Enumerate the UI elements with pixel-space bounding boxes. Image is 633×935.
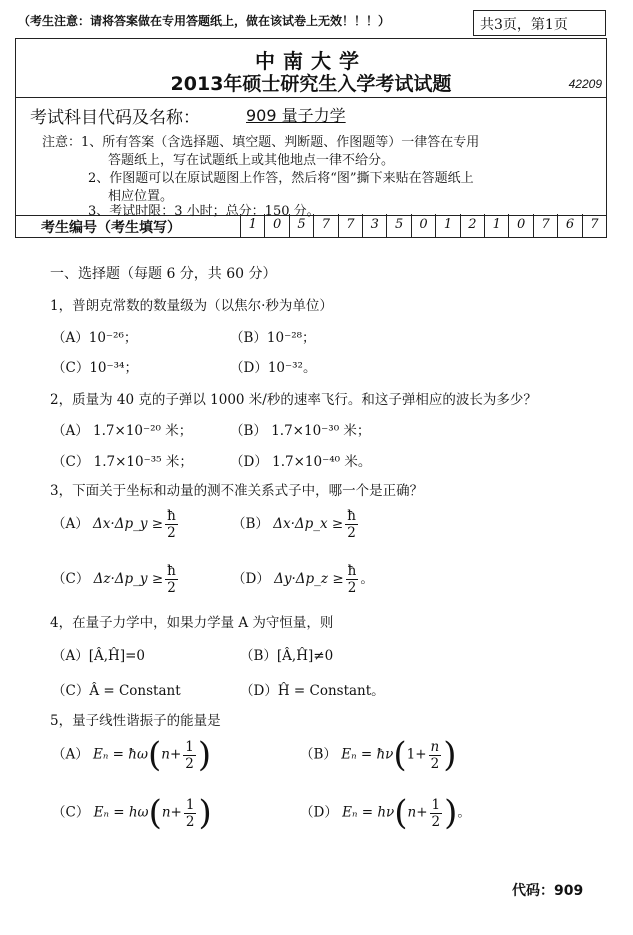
expression: Δx·Δp_x ≥ bbox=[273, 516, 344, 532]
id-digit: 1 bbox=[241, 214, 265, 237]
q4-option-b: （B）[Â,Ĥ]≠0 bbox=[240, 648, 334, 664]
q1-option-c: （C）10⁻³⁴； bbox=[52, 360, 138, 376]
note-line: 2、作图题可以在原试题图上作答，然后将“图”撕下来贴在答题纸上 bbox=[88, 171, 474, 186]
expression: Eₙ = ħω bbox=[93, 746, 148, 763]
n: n bbox=[407, 804, 417, 821]
hbar-over-2 bbox=[165, 508, 178, 541]
q2-option-d: （D） 1.7×10⁻⁴⁰ 米。 bbox=[230, 454, 372, 470]
id-digit: 1 bbox=[436, 214, 460, 237]
expression: Δx·Δp_y ≥ bbox=[93, 516, 164, 532]
hbar-over-2 bbox=[165, 563, 178, 596]
expression: Δy·Δp_z ≥ bbox=[274, 571, 344, 587]
id-digit: 5 bbox=[387, 214, 411, 237]
numerator: n bbox=[430, 738, 440, 755]
option-label: （D） bbox=[300, 804, 338, 821]
expression: Eₙ = hω bbox=[93, 804, 149, 821]
footer-code: 代码：909 bbox=[512, 883, 584, 899]
id-digit: 6 bbox=[558, 214, 582, 237]
numerator: ħ bbox=[167, 563, 176, 579]
q2-option-c: （C） 1.7×10⁻³⁵ 米； bbox=[52, 454, 193, 470]
option-label: （C） bbox=[52, 571, 90, 587]
question-4: 4，在量子力学中，如果力学量 A 为守恒量，则 bbox=[50, 615, 334, 631]
denominator: 2 bbox=[347, 525, 356, 541]
q1-option-b: （B）10⁻²⁸； bbox=[230, 330, 316, 346]
q3-option-a bbox=[52, 508, 180, 541]
id-digit: 7 bbox=[339, 214, 363, 237]
id-digit: 3 bbox=[363, 214, 387, 237]
section-heading: 一、选择题（每题 6 分，共 60 分） bbox=[50, 266, 277, 282]
q3-option-d: （D） Δy·Δp_z ≥ $\frac{ħ}{2}$ 。 bbox=[232, 563, 374, 596]
option-label: （A） bbox=[52, 516, 89, 532]
q5-option-a: （A） Eₙ = ħω(n+ $\frac{1}{2}$ ) bbox=[52, 735, 212, 775]
question-2: 2，质量为 40 克的子弹以 1000 米/秒的速率飞行。和这子弹相应的波长为多少？ bbox=[50, 392, 537, 408]
q3-option-b bbox=[232, 508, 360, 541]
option-label: （C） bbox=[52, 804, 90, 821]
divider bbox=[16, 97, 606, 98]
subject-value: 909 量子力学 bbox=[246, 106, 346, 125]
id-digit: 7 bbox=[590, 217, 599, 232]
denominator: 2 bbox=[167, 525, 176, 541]
denominator: 2 bbox=[167, 580, 176, 596]
fraction bbox=[429, 739, 442, 772]
option-label: （B） bbox=[300, 746, 337, 763]
id-digit: 2 bbox=[461, 214, 485, 237]
id-digit: 5 bbox=[290, 214, 314, 237]
denominator: 2 bbox=[431, 813, 441, 830]
header-box bbox=[15, 38, 607, 219]
numerator: 1 bbox=[185, 738, 194, 755]
hbar-over-2 bbox=[346, 563, 359, 596]
id-digit: 7 bbox=[534, 214, 558, 237]
q4-option-c: （C）Â = Constant bbox=[52, 683, 181, 699]
fraction bbox=[183, 739, 196, 772]
n: n bbox=[161, 746, 170, 763]
university-name: 中南大学 bbox=[255, 49, 367, 73]
id-digit: 1 bbox=[485, 214, 509, 237]
note-line: 注意：1、所有答案（含选择题、填空题、判断题、作图题等）一律答在专用 bbox=[42, 135, 480, 150]
q4-option-a: （A）[Â,Ĥ]=0 bbox=[52, 648, 145, 664]
one: 1 bbox=[406, 746, 416, 763]
denominator: 2 bbox=[185, 755, 194, 772]
question-3: 3，下面关于坐标和动量的测不准关系式子中，哪一个是正确？ bbox=[50, 483, 424, 499]
n: n bbox=[161, 804, 171, 821]
id-digit: 0 bbox=[265, 214, 289, 237]
q1-option-a: （A）10⁻²⁶； bbox=[52, 330, 138, 346]
q2-option-b: （B） 1.7×10⁻³⁰ 米； bbox=[230, 423, 371, 439]
fraction bbox=[430, 797, 443, 830]
id-digit: 7 bbox=[314, 214, 338, 237]
denominator: 2 bbox=[185, 813, 195, 830]
expression: Δz·Δp_y ≥ bbox=[93, 571, 164, 587]
expression: Eₙ = ħν bbox=[341, 746, 394, 763]
subject-label: 考试科目代码及名称： bbox=[30, 108, 200, 128]
q3-option-c bbox=[52, 563, 180, 596]
note-line: 相应位置。 bbox=[108, 189, 174, 204]
student-id-label: 考生编号（考生填写） bbox=[16, 214, 241, 237]
numerator: 1 bbox=[431, 796, 441, 813]
note-line: 答题纸上，写在试题纸上或其他地点一律不给分。 bbox=[108, 153, 395, 168]
denominator: 2 bbox=[430, 755, 440, 772]
q5-option-d: （D） Eₙ = hν(n+ $\frac{1}{2}$ )。 bbox=[300, 793, 471, 833]
numerator: ħ bbox=[167, 508, 176, 524]
q2-option-a: （A） 1.7×10⁻²⁰ 米； bbox=[52, 423, 193, 439]
question-1: 1，普朗克常数的数量级为（以焦尔·秒为单位） bbox=[50, 298, 333, 314]
hbar-over-2 bbox=[345, 508, 358, 541]
option-label: （B） bbox=[232, 516, 269, 532]
option-label: （D） bbox=[232, 571, 270, 587]
q5-option-c: （C） Eₙ = hω(n+ $\frac{1}{2}$ ) bbox=[52, 793, 212, 833]
id-digit: 0 bbox=[412, 214, 436, 237]
numerator: ħ bbox=[347, 508, 356, 524]
note-line: 3、考试时限：3 小时；总分：150 分。 bbox=[88, 204, 320, 219]
paper-code: 42209 bbox=[568, 77, 602, 91]
question-5: 5，量子线性谐振子的能量是 bbox=[50, 713, 221, 729]
id-digit: 0 bbox=[509, 214, 533, 237]
page-info: 共3页，第1页 bbox=[473, 10, 606, 36]
q5-option-b: （B） Eₙ = ħν(1+ $\frac{n}{2}$ ) bbox=[300, 735, 457, 775]
numerator: ħ bbox=[347, 563, 357, 579]
expression: Eₙ = hν bbox=[342, 804, 395, 821]
q4-option-d: （D）Ĥ = Constant。 bbox=[240, 683, 385, 699]
fraction bbox=[184, 797, 197, 830]
exam-notice: （考生注意：请将答案做在专用答题纸上，做在该试卷上无效！！！） bbox=[18, 14, 391, 28]
exam-title: 2013年硕士研究生入学考试试题 bbox=[170, 73, 452, 95]
numerator: 1 bbox=[185, 796, 195, 813]
student-id-row bbox=[15, 214, 607, 238]
denominator: 2 bbox=[347, 580, 357, 596]
option-label: （A） bbox=[52, 746, 89, 763]
q1-option-d: （D）10⁻³²。 bbox=[230, 360, 317, 376]
